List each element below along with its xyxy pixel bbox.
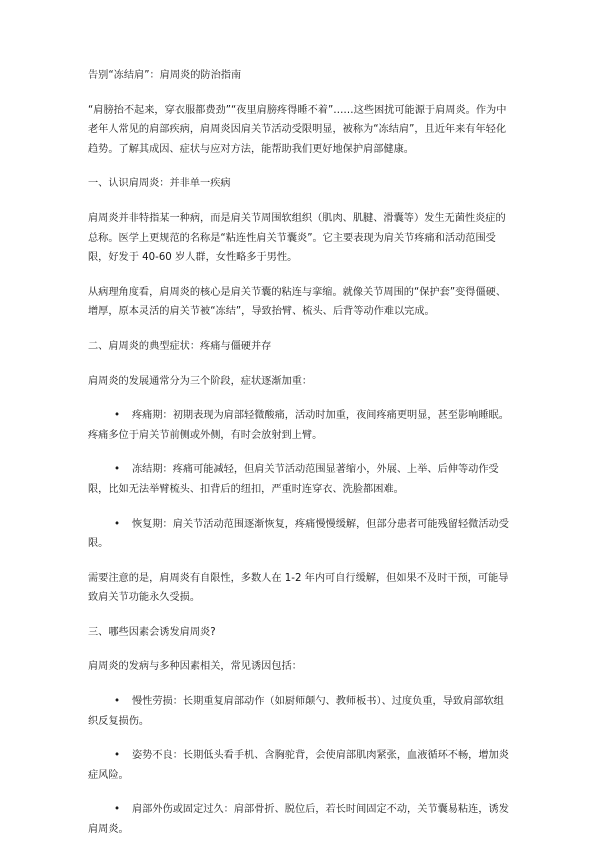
- intro-paragraph: “肩膀抬不起来，穿衣服都费劲”“夜里肩膀疼得睡不着”……这些困扰可能源于肩周炎。作为中老年人常见的肩部疾病，肩周炎因肩关节活动受限明显，被称为“冻结肩”，且近年来有年轻化趋势。了解其成因、症状与应对方法，能帮助我们更好地保护肩部健康。: [88, 104, 507, 155]
- section-1-paragraph-1: 肩周炎并非特指某一种病，而是肩关节周围软组织（肌肉、肌腱、滑囊等）发生无菌性炎症的总称。医学上更规范的名称是“粘连性肩关节囊炎”。它主要表现为肩关节疼痛和活动范围受限，好发于 40-60 岁人群，女性略多于男性。: [88, 212, 506, 264]
- list-item-text: 姿势不良：长期低头看手机、含胸驼背，会使肩部肌肉紧张，血液循环不畅，增加炎症风险。: [88, 750, 509, 781]
- list-item: [88, 406, 513, 445]
- section-1-heading: 一、认识肩周炎：并非单一疾病: [88, 178, 231, 190]
- bullet-icon: [114, 460, 132, 480]
- list-item-text: 疼痛期：初期表现为肩部轻微酸痛，活动时加重，夜间疼痛更明显，甚至影响睡眠。疼痛多位于肩关节前侧或外侧，有时会放射到上臂。: [88, 410, 509, 441]
- section-3-lead: 肩周炎的发病与多种因素相关，常见诱因包括：: [88, 661, 302, 673]
- list-item-text: 冻结期：疼痛可能减轻，但肩关节活动范围显著缩小，外展、上举、后伸等动作受限，比如无法举臂梳头、扣背后的纽扣，严重时连穿衣、洗脸都困难。: [88, 464, 499, 495]
- list-item-text: 恢复期：肩关节活动范围逐渐恢复，疼痛慢慢缓解，但部分患者可能残留轻微活动受限。: [88, 518, 509, 550]
- list-item: [88, 800, 513, 839]
- list-item: [88, 746, 513, 785]
- list-item-text: 慢性劳损：长期重复肩部动作（如厨师颠勺、教师板书）、过度负重，导致肩部软组织反复损伤。: [88, 696, 504, 727]
- bullet-icon: [114, 692, 132, 712]
- list-item: [88, 692, 513, 731]
- section-3-heading: 三、哪些因素会诱发肩周炎?: [88, 626, 216, 638]
- section-2-lead: 肩周炎的发展通常分为三个阶段，症状逐渐加重：: [88, 375, 313, 387]
- document-page: [88, 66, 513, 840]
- list-item: [88, 515, 513, 554]
- section-1-paragraph-2: 从病理角度看，肩周炎的核心是肩关节囊的粘连与挛缩。就像关节周围的“保护套”变得僵硬、增厚，原本灵活的肩关节被“冻结”，导致抬臂、梳头、后背等动作难以完成。: [88, 286, 507, 318]
- document-title: 告别“冻结肩”：肩周炎的防治指南: [88, 70, 242, 81]
- section-2-heading: 二、肩周炎的典型症状：疼痛与僵硬并存: [88, 340, 272, 352]
- bullet-icon: [114, 800, 132, 820]
- section-2-closing: 需要注意的是，肩周炎有自限性，多数人在 1-2 年内可自行缓解，但如果不及时干预，可能导致肩关节功能永久受损。: [88, 572, 509, 604]
- list-item: [88, 460, 513, 499]
- list-item-text: 肩部外伤或固定过久：肩部骨折、脱位后，若长时间固定不动，关节囊易粘连，诱发肩周炎。: [88, 804, 509, 836]
- bullet-icon: [114, 515, 132, 535]
- bullet-icon: [114, 746, 132, 766]
- bullet-icon: [114, 406, 132, 426]
